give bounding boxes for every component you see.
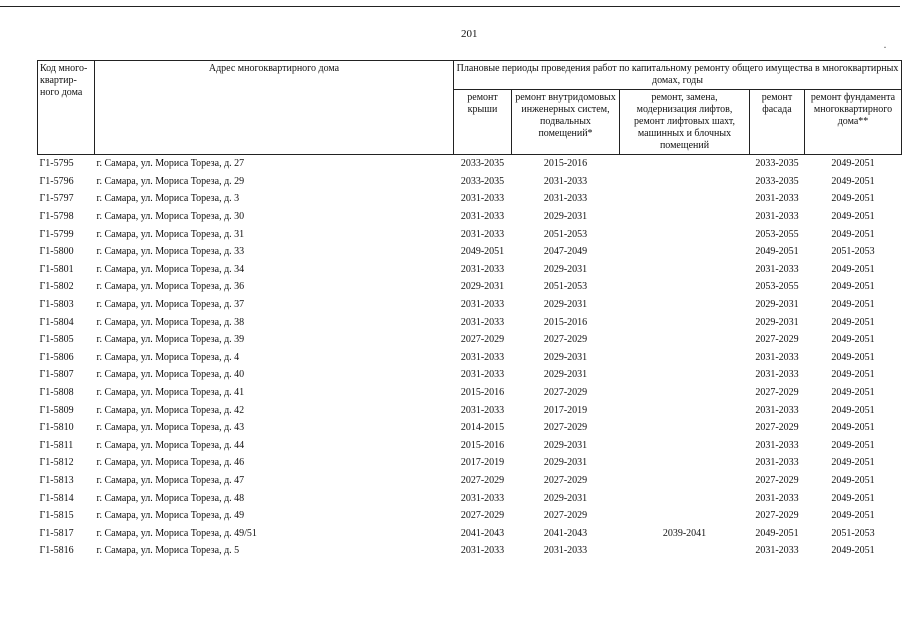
- cell-code: Г1-5807: [39, 369, 74, 381]
- cell-address: г. Самара, ул. Мориса Тореза, д. 49: [96, 510, 245, 522]
- cell-code: Г1-5796: [39, 175, 74, 187]
- cell-facade: 2027-2029: [755, 422, 799, 434]
- cell-roof: 2031-2033: [460, 351, 505, 363]
- cell-foundation: 2051-2053: [831, 246, 875, 258]
- cell-address: г. Самара, ул. Мориса Тореза, д. 38: [96, 316, 245, 328]
- cell-address: г. Самара, ул. Мориса Тореза, д. 40: [96, 369, 245, 381]
- cell-engineering: 2031-2033: [543, 193, 588, 205]
- cell-roof: 2049-2051: [460, 246, 505, 258]
- cell-facade: 2031-2033: [755, 369, 799, 381]
- table-row: [38, 261, 902, 279]
- cell-elevator: [620, 437, 750, 455]
- cell-address: г. Самара, ул. Мориса Тореза, д. 34: [96, 263, 245, 275]
- table-row: [38, 243, 902, 261]
- header-roof: ремонт крыши: [454, 90, 512, 155]
- cell-facade: 2053-2055: [755, 281, 799, 293]
- cell-elevator: [620, 190, 750, 208]
- table-row: [38, 507, 902, 525]
- table-row: [38, 331, 902, 349]
- cell-facade: 2049-2051: [755, 246, 799, 258]
- cell-engineering: 2029-2031: [543, 457, 588, 469]
- table-row: [38, 313, 902, 331]
- cell-foundation: 2049-2051: [831, 281, 875, 293]
- table-row: [38, 542, 902, 560]
- cell-address: г. Самара, ул. Мориса Тореза, д. 49/51: [96, 527, 257, 539]
- cell-facade: 2031-2033: [755, 457, 799, 469]
- cell-engineering: 2027-2029: [543, 510, 588, 522]
- cell-elevator: [620, 542, 750, 560]
- cell-roof: 2031-2033: [460, 263, 505, 275]
- cell-elevator: [620, 401, 750, 419]
- cell-code: Г1-5817: [39, 527, 74, 539]
- cell-roof: 2041-2043: [460, 527, 505, 539]
- header-address: Адрес многоквартирного дома: [95, 61, 454, 155]
- cell-foundation: 2049-2051: [831, 387, 875, 399]
- cell-address: г. Самара, ул. Мориса Тореза, д. 48: [96, 492, 245, 504]
- scan-mark: ·: [883, 40, 887, 54]
- cell-address: г. Самара, ул. Мориса Тореза, д. 47: [96, 474, 245, 486]
- cell-address: г. Самара, ул. Мориса Тореза, д. 43: [96, 422, 245, 434]
- header-elevator: ремонт, замена, модернизация лифтов, ремонт лифтовых шахт, машинных и блочных помещений: [620, 90, 750, 155]
- table-row: [38, 278, 902, 296]
- cell-facade: 2029-2031: [755, 299, 799, 311]
- cell-engineering: 2027-2029: [543, 334, 588, 346]
- cell-engineering: 2051-2053: [543, 228, 588, 240]
- cell-foundation: 2049-2051: [831, 316, 875, 328]
- cell-roof: 2031-2033: [460, 299, 505, 311]
- cell-roof: 2031-2033: [460, 193, 505, 205]
- cell-foundation: 2049-2051: [831, 510, 875, 522]
- cell-address: г. Самара, ул. Мориса Тореза, д. 30: [96, 211, 245, 223]
- cell-facade: 2031-2033: [755, 545, 799, 557]
- cell-foundation: 2049-2051: [831, 263, 875, 275]
- cell-engineering: 2027-2029: [543, 387, 588, 399]
- header-row-1: [38, 61, 902, 90]
- cell-facade: 2027-2029: [755, 474, 799, 486]
- table-row: [38, 489, 902, 507]
- cell-engineering: 2047-2049: [543, 246, 588, 258]
- cell-code: Г1-5810: [39, 422, 74, 434]
- cell-code: Г1-5814: [39, 492, 74, 504]
- cell-address: г. Самара, ул. Мориса Тореза, д. 36: [96, 281, 245, 293]
- cell-elevator: [620, 454, 750, 472]
- table-body: [38, 155, 902, 560]
- cell-roof: 2031-2033: [460, 404, 505, 416]
- table-row: [38, 437, 902, 455]
- cell-elevator: [620, 208, 750, 226]
- cell-elevator: [620, 296, 750, 314]
- cell-facade: 2031-2033: [755, 439, 799, 451]
- cell-roof: 2017-2019: [460, 457, 505, 469]
- cell-facade: 2053-2055: [755, 228, 799, 240]
- cell-facade: 2027-2029: [755, 387, 799, 399]
- cell-code: Г1-5797: [39, 193, 74, 205]
- cell-roof: 2033-2035: [460, 175, 505, 187]
- table-row: [38, 173, 902, 191]
- cell-roof: 2027-2029: [460, 474, 505, 486]
- cell-facade: 2033-2035: [755, 158, 799, 170]
- cell-elevator: [620, 419, 750, 437]
- cell-engineering: 2029-2031: [543, 211, 588, 223]
- cell-roof: 2015-2016: [460, 439, 505, 451]
- cell-engineering: 2015-2016: [543, 316, 588, 328]
- cell-facade: 2031-2033: [755, 492, 799, 504]
- cell-code: Г1-5809: [39, 404, 74, 416]
- cell-code: Г1-5813: [39, 474, 74, 486]
- cell-foundation: 2049-2051: [831, 545, 875, 557]
- top-rule: [0, 6, 900, 7]
- header-code: Код много-квартир-ного дома: [38, 61, 95, 155]
- table-row: [38, 349, 902, 367]
- cell-foundation: 2049-2051: [831, 351, 875, 363]
- cell-facade: 2033-2035: [755, 175, 799, 187]
- cell-roof: 2027-2029: [460, 334, 505, 346]
- cell-foundation: 2049-2051: [831, 228, 875, 240]
- cell-facade: 2031-2033: [755, 351, 799, 363]
- cell-foundation: 2049-2051: [831, 369, 875, 381]
- header-facade: ремонт фасада: [750, 90, 805, 155]
- cell-engineering: 2041-2043: [543, 527, 588, 539]
- cell-code: Г1-5803: [39, 299, 74, 311]
- cell-engineering: 2029-2031: [543, 439, 588, 451]
- cell-address: г. Самара, ул. Мориса Тореза, д. 46: [96, 457, 245, 469]
- cell-elevator: [620, 261, 750, 279]
- cell-foundation: 2049-2051: [831, 193, 875, 205]
- cell-engineering: 2031-2033: [543, 545, 588, 557]
- cell-code: Г1-5795: [39, 158, 74, 170]
- cell-engineering: 2029-2031: [543, 492, 588, 504]
- cell-engineering: 2029-2031: [543, 351, 588, 363]
- cell-address: г. Самара, ул. Мориса Тореза, д. 29: [96, 175, 245, 187]
- cell-address: г. Самара, ул. Мориса Тореза, д. 31: [96, 228, 245, 240]
- cell-elevator: [620, 278, 750, 296]
- header-periods: Плановые периоды проведения работ по капитальному ремонту общего имущества в многоквартирных домах, годы: [454, 61, 902, 90]
- cell-roof: 2031-2033: [460, 316, 505, 328]
- cell-facade: 2027-2029: [755, 334, 799, 346]
- cell-elevator: [620, 243, 750, 261]
- page-number: 201: [461, 28, 478, 40]
- cell-engineering: 2029-2031: [543, 299, 588, 311]
- cell-code: Г1-5804: [39, 316, 74, 328]
- cell-elevator: [620, 366, 750, 384]
- cell-facade: 2029-2031: [755, 316, 799, 328]
- cell-foundation: 2049-2051: [831, 422, 875, 434]
- cell-engineering: 2027-2029: [543, 474, 588, 486]
- cell-code: Г1-5806: [39, 351, 74, 363]
- cell-address: г. Самара, ул. Мориса Тореза, д. 5: [96, 545, 240, 557]
- cell-address: г. Самара, ул. Мориса Тореза, д. 33: [96, 246, 245, 258]
- cell-foundation: 2051-2053: [831, 527, 875, 539]
- cell-foundation: 2049-2051: [831, 158, 875, 170]
- table-row: [38, 419, 902, 437]
- cell-elevator: [620, 225, 750, 243]
- cell-foundation: 2049-2051: [831, 334, 875, 346]
- cell-facade: 2031-2033: [755, 263, 799, 275]
- header-foundation: ремонт фундамента многоквартирного дома**: [805, 90, 902, 155]
- table-row: [38, 155, 902, 173]
- cell-code: Г1-5815: [39, 510, 74, 522]
- cell-elevator: [620, 331, 750, 349]
- cell-code: Г1-5805: [39, 334, 74, 346]
- cell-facade: 2027-2029: [755, 510, 799, 522]
- table-row: [38, 225, 902, 243]
- cell-elevator: [620, 472, 750, 490]
- cell-address: г. Самара, ул. Мориса Тореза, д. 41: [96, 387, 245, 399]
- cell-engineering: 2027-2029: [543, 422, 588, 434]
- cell-elevator: [620, 313, 750, 331]
- cell-roof: 2031-2033: [460, 228, 505, 240]
- cell-code: Г1-5798: [39, 211, 74, 223]
- header-engineering: ремонт внутридомовых инженерных систем, подвальных помещений*: [512, 90, 620, 155]
- cell-elevator: 2039-2041: [662, 527, 707, 539]
- table-row: [38, 190, 902, 208]
- cell-elevator: [620, 384, 750, 402]
- cell-address: г. Самара, ул. Мориса Тореза, д. 42: [96, 404, 245, 416]
- cell-elevator: [620, 173, 750, 191]
- cell-address: г. Самара, ул. Мориса Тореза, д. 37: [96, 299, 245, 311]
- cell-roof: 2031-2033: [460, 211, 505, 223]
- cell-code: Г1-5800: [39, 246, 74, 258]
- cell-engineering: 2017-2019: [543, 404, 588, 416]
- cell-roof: 2027-2029: [460, 510, 505, 522]
- cell-elevator: [620, 349, 750, 367]
- cell-facade: 2031-2033: [755, 404, 799, 416]
- cell-code: Г1-5799: [39, 228, 74, 240]
- cell-facade: 2031-2033: [755, 193, 799, 205]
- cell-foundation: 2049-2051: [831, 211, 875, 223]
- cell-engineering: 2029-2031: [543, 369, 588, 381]
- cell-engineering: 2015-2016: [543, 158, 588, 170]
- cell-foundation: 2049-2051: [831, 492, 875, 504]
- cell-code: Г1-5801: [39, 263, 74, 275]
- cell-code: Г1-5812: [39, 457, 74, 469]
- cell-engineering: 2031-2033: [543, 175, 588, 187]
- cell-foundation: 2049-2051: [831, 404, 875, 416]
- cell-elevator: [620, 155, 750, 173]
- table-row: [38, 472, 902, 490]
- cell-foundation: 2049-2051: [831, 457, 875, 469]
- table-row: [38, 366, 902, 384]
- capital-repair-table: [37, 60, 902, 560]
- cell-roof: 2033-2035: [460, 158, 505, 170]
- cell-foundation: 2049-2051: [831, 474, 875, 486]
- cell-roof: 2031-2033: [460, 492, 505, 504]
- table-row: [38, 208, 902, 226]
- cell-foundation: 2049-2051: [831, 439, 875, 451]
- cell-roof: 2031-2033: [460, 545, 505, 557]
- cell-roof: 2015-2016: [460, 387, 505, 399]
- cell-roof: 2031-2033: [460, 369, 505, 381]
- cell-elevator: [620, 489, 750, 507]
- cell-address: г. Самара, ул. Мориса Тореза, д. 3: [96, 193, 240, 205]
- cell-elevator: [620, 507, 750, 525]
- cell-address: г. Самара, ул. Мориса Тореза, д. 4: [96, 351, 240, 363]
- cell-address: г. Самара, ул. Мориса Тореза, д. 39: [96, 334, 245, 346]
- cell-code: Г1-5808: [39, 387, 74, 399]
- table-row: [38, 524, 902, 542]
- cell-code: Г1-5816: [39, 545, 74, 557]
- cell-foundation: 2049-2051: [831, 299, 875, 311]
- table-row: [38, 296, 902, 314]
- cell-engineering: 2029-2031: [543, 263, 588, 275]
- cell-roof: 2014-2015: [460, 422, 505, 434]
- table-row: [38, 454, 902, 472]
- cell-code: Г1-5811: [39, 439, 74, 451]
- cell-code: Г1-5802: [39, 281, 74, 293]
- cell-address: г. Самара, ул. Мориса Тореза, д. 44: [96, 439, 245, 451]
- cell-engineering: 2051-2053: [543, 281, 588, 293]
- cell-address: г. Самара, ул. Мориса Тореза, д. 27: [96, 158, 245, 170]
- cell-facade: 2031-2033: [755, 211, 799, 223]
- cell-foundation: 2049-2051: [831, 175, 875, 187]
- table-row: [38, 401, 902, 419]
- cell-roof: 2029-2031: [460, 281, 505, 293]
- table-row: [38, 384, 902, 402]
- cell-facade: 2049-2051: [755, 527, 799, 539]
